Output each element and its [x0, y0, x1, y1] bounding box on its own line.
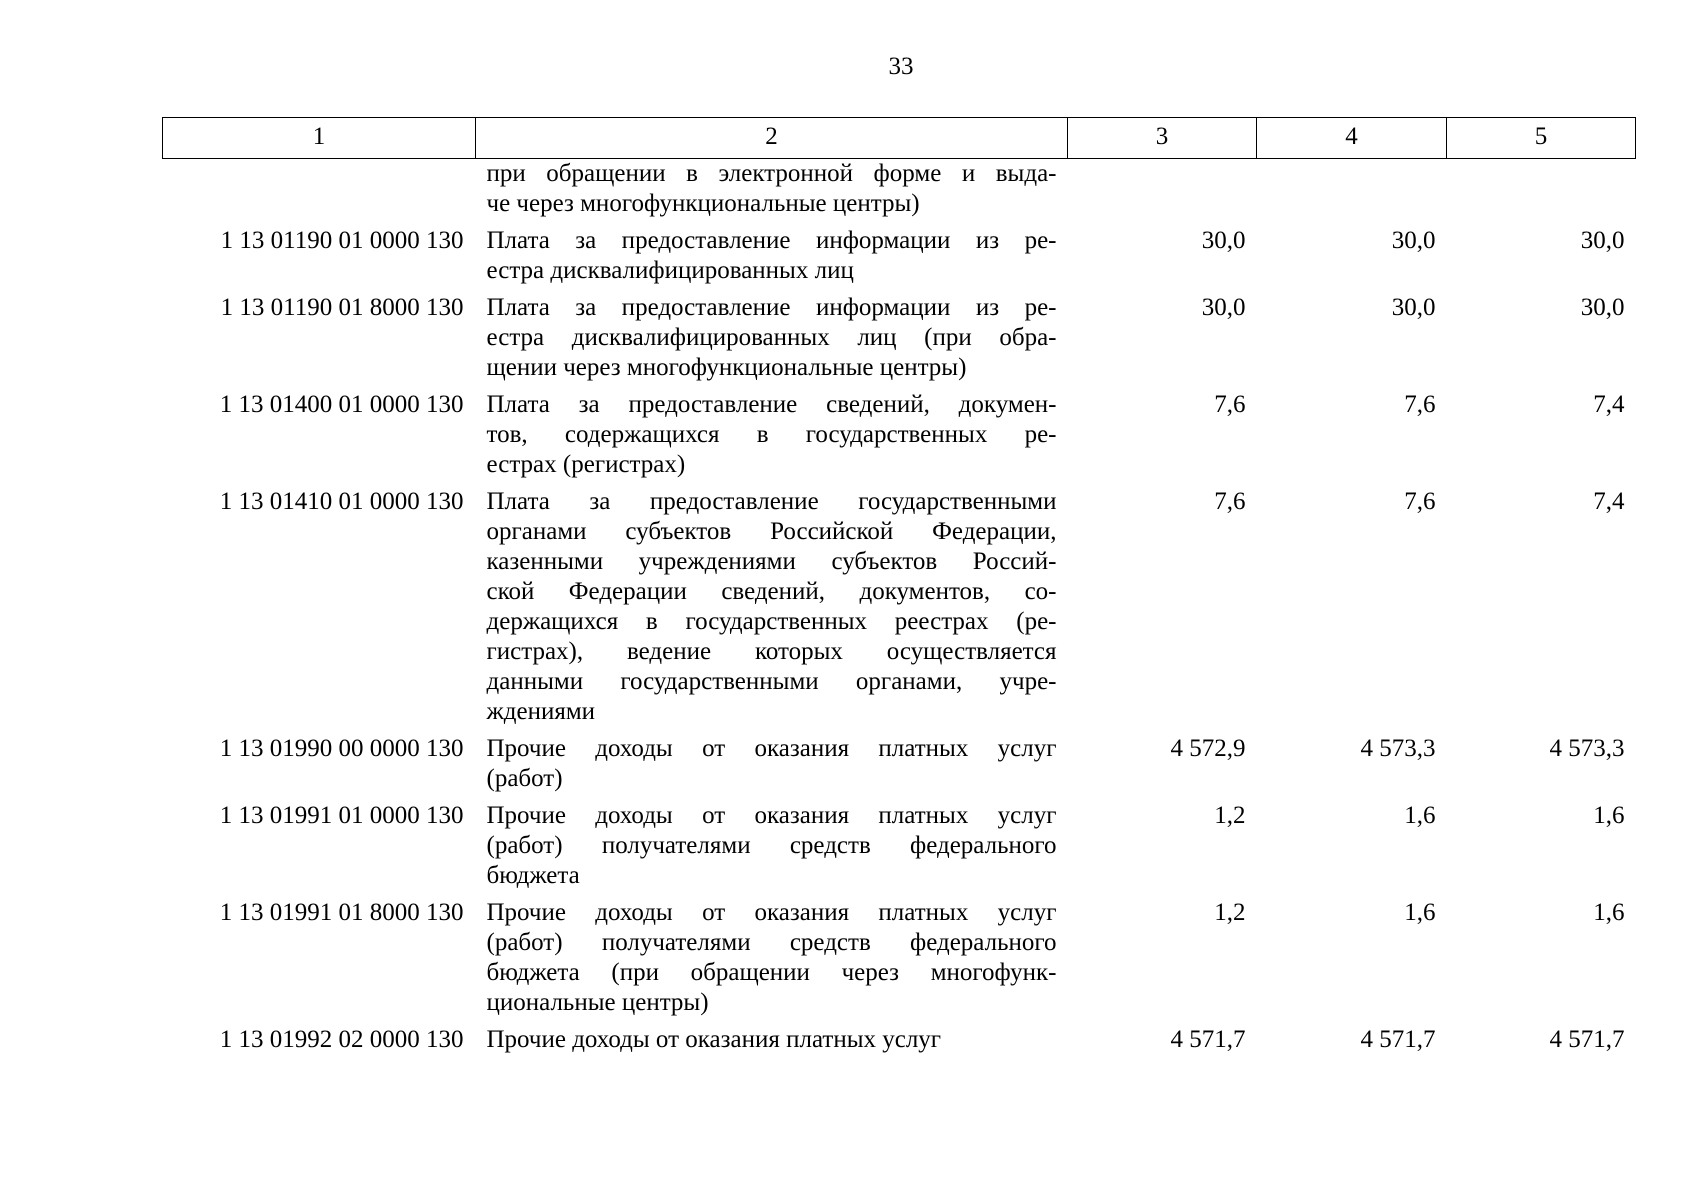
- amount-cell-col-4: 4 571,7: [1360, 1026, 1436, 1053]
- amount-cell-col-5: 30,0: [1580, 227, 1625, 254]
- description-cell: [476, 1023, 1068, 1060]
- table-row: [163, 732, 1636, 799]
- description-cell: [476, 388, 1068, 485]
- description-line: ждениями: [486, 698, 596, 725]
- amount-cell-col-3: 1,2: [1214, 802, 1246, 829]
- page-number: 33: [888, 53, 914, 80]
- description-cell: [476, 799, 1068, 896]
- table-row: [163, 291, 1636, 388]
- description-cell: [476, 159, 1068, 225]
- table-header-row: [163, 118, 1636, 159]
- budget-table-container: [162, 117, 1635, 1060]
- amount-cell-col-4: 7,6: [1404, 391, 1436, 418]
- amount-cell-col-4: 7,6: [1404, 488, 1436, 515]
- description-line: данными государственными органами, учре-: [486, 668, 1057, 695]
- description-cell: [476, 485, 1068, 732]
- amount-cell-col-5: 4 571,7: [1549, 1026, 1625, 1053]
- table-row: [163, 388, 1636, 485]
- description-cell: [476, 224, 1068, 291]
- description-line: Прочие доходы от оказания платных услуг: [486, 802, 1057, 829]
- amount-cell-col-4: 30,0: [1391, 294, 1436, 321]
- description-line: (работ): [486, 765, 563, 792]
- budget-code-cell: 1 13 01991 01 0000 130: [219, 802, 464, 829]
- table-row: [163, 896, 1636, 1023]
- description-line: (работ) получателями средств федерального: [486, 832, 1057, 859]
- amount-cell-col-3: 1,2: [1214, 899, 1246, 926]
- amount-cell-col-3: 4 571,7: [1170, 1026, 1246, 1053]
- amount-cell-col-3: 7,6: [1214, 488, 1246, 515]
- description-line: Плата за предоставление информации из ре-: [486, 294, 1057, 321]
- description-line: ской Федерации сведений, документов, со-: [486, 578, 1057, 605]
- table-row: [163, 1023, 1636, 1060]
- table-row: [163, 799, 1636, 896]
- amount-cell-col-5: 4 573,3: [1549, 735, 1625, 762]
- amount-cell-col-3: 30,0: [1201, 227, 1246, 254]
- budget-code-cell: 1 13 01190 01 8000 130: [220, 294, 464, 321]
- amount-cell-col-4: [1257, 159, 1447, 225]
- column-header-3: 3: [1068, 118, 1257, 159]
- description-line: естрах (регистрах): [486, 451, 686, 478]
- amount-cell-col-5: 7,4: [1593, 488, 1625, 515]
- column-header-5: 5: [1447, 118, 1636, 159]
- description-line: Прочие доходы от оказания платных услуг: [486, 1026, 942, 1053]
- description-line: бюджета: [486, 862, 580, 889]
- column-header-1: 1: [163, 118, 476, 159]
- amount-cell-col-5: 30,0: [1580, 294, 1625, 321]
- description-line: гистрах), ведение которых осуществляется: [486, 638, 1057, 665]
- budget-code-cell: 1 13 01190 01 0000 130: [220, 227, 464, 254]
- budget-code-cell: 1 13 01400 01 0000 130: [219, 391, 464, 418]
- amount-cell-col-4: 30,0: [1391, 227, 1436, 254]
- description-line: Плата за предоставление сведений, докумен-: [486, 391, 1057, 418]
- description-line: Прочие доходы от оказания платных услуг: [486, 899, 1057, 926]
- amount-cell-col-4: 1,6: [1404, 899, 1436, 926]
- budget-code-cell: 1 13 01990 00 0000 130: [219, 735, 464, 762]
- table-row: [163, 224, 1636, 291]
- table-row: [163, 159, 1636, 225]
- amount-cell-col-5: 1,6: [1593, 802, 1625, 829]
- amount-cell-col-4: 4 573,3: [1360, 735, 1436, 762]
- description-cell: [476, 291, 1068, 388]
- description-line: бюджета (при обращении через многофунк-: [486, 959, 1057, 986]
- amount-cell-col-3: 4 572,9: [1170, 735, 1246, 762]
- column-header-2: 2: [476, 118, 1068, 159]
- description-line: казенными учреждениями субъектов Россий-: [486, 548, 1057, 575]
- description-line: Плата за предоставление государственными: [486, 488, 1057, 515]
- column-header-4: 4: [1257, 118, 1447, 159]
- budget-code-cell: 1 13 01991 01 8000 130: [219, 899, 464, 926]
- description-cell: [476, 732, 1068, 799]
- description-line: циональные центры): [486, 989, 709, 1016]
- description-line: тов, содержащихся в государственных ре-: [486, 421, 1057, 448]
- description-line: че через многофункциональные центры): [486, 190, 920, 217]
- table-body: [163, 159, 1636, 1061]
- budget-code-cell: 1 13 01410 01 0000 130: [219, 488, 464, 515]
- table-row: [163, 485, 1636, 732]
- amount-cell-col-5: 7,4: [1593, 391, 1625, 418]
- amount-cell-col-4: 1,6: [1404, 802, 1436, 829]
- description-line: органами субъектов Российской Федерации,: [486, 518, 1057, 545]
- description-line: щении через многофункциональные центры): [486, 354, 967, 381]
- description-line: при обращении в электронной форме и выда-: [486, 160, 1057, 187]
- amount-cell-col-5: 1,6: [1593, 899, 1625, 926]
- description-line: естра дисквалифицированных лиц: [486, 257, 854, 284]
- amount-cell-col-3: [1068, 159, 1257, 225]
- description-line: (работ) получателями средств федерального: [486, 929, 1057, 956]
- budget-table: [162, 117, 1636, 1060]
- amount-cell-col-5: [1447, 159, 1636, 225]
- amount-cell-col-3: 30,0: [1201, 294, 1246, 321]
- amount-cell-col-3: 7,6: [1214, 391, 1246, 418]
- budget-code-cell: [163, 159, 476, 225]
- description-line: Прочие доходы от оказания платных услуг: [486, 735, 1057, 762]
- description-line: держащихся в государственных реестрах (ре-: [486, 608, 1057, 635]
- description-line: естра дисквалифицированных лиц (при обра-: [486, 324, 1057, 351]
- budget-code-cell: 1 13 01992 02 0000 130: [219, 1026, 464, 1053]
- description-cell: [476, 896, 1068, 1023]
- description-line: Плата за предоставление информации из ре-: [486, 227, 1057, 254]
